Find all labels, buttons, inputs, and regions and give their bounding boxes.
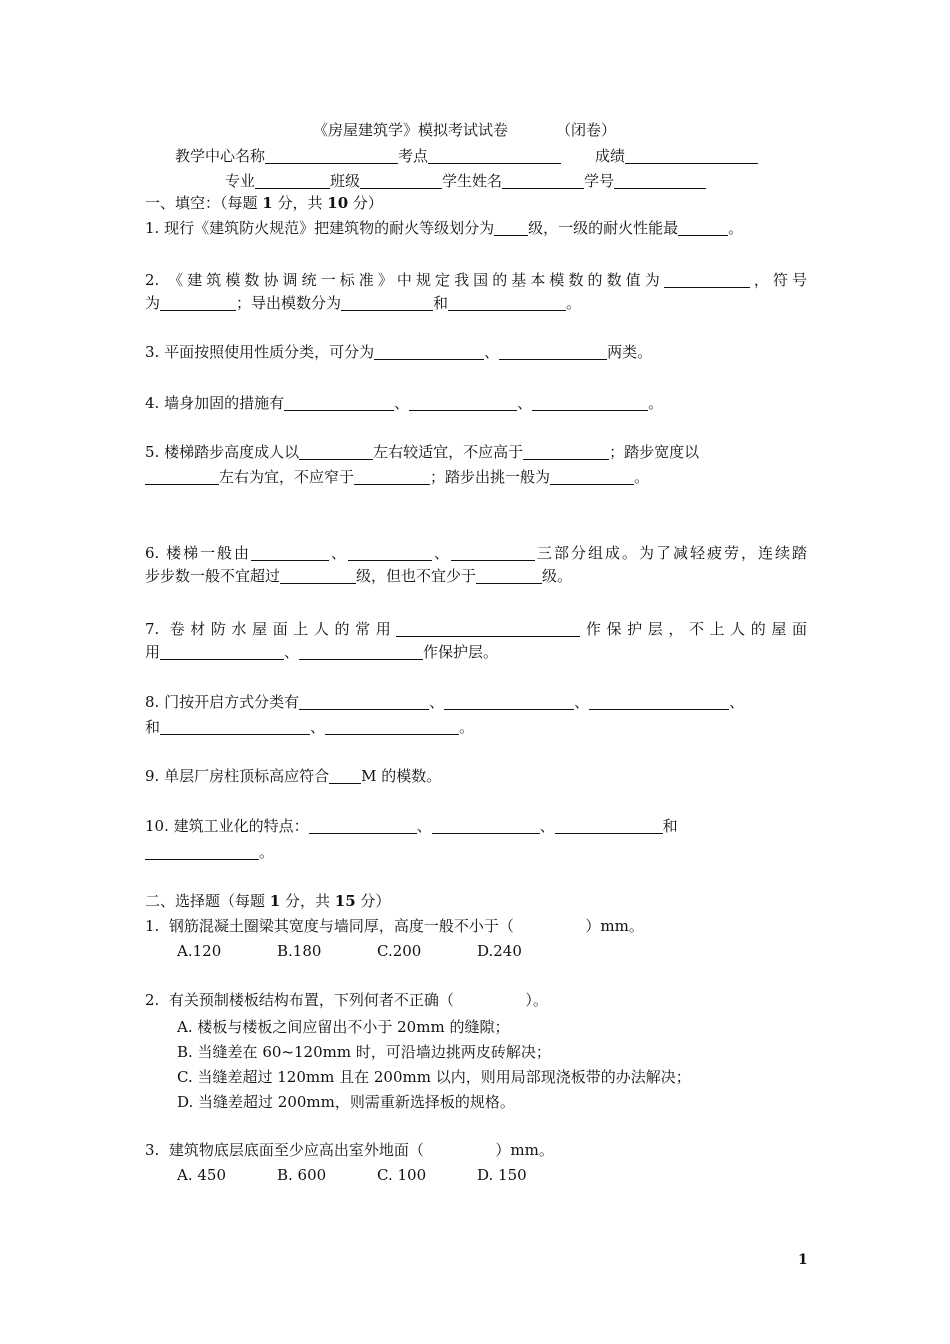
section1-points-each: 1 [262, 194, 273, 212]
q2-text-2: ，符号 [749, 271, 807, 289]
q8-end: 。 [459, 718, 475, 736]
q5-blank-4[interactable] [354, 470, 430, 485]
page-number: 1 [798, 1252, 808, 1268]
q7-blank-2[interactable] [160, 645, 284, 660]
q2-blank-4[interactable] [448, 296, 566, 311]
q3-blank-1[interactable] [374, 345, 484, 360]
section1-heading-pre: 一、填空：（每题 [145, 194, 263, 212]
fill-question-9 [145, 767, 441, 785]
q2-option-b[interactable]: B. 当缝差在 60~120mm 时，可沿墙边挑两皮砖解决； [177, 1043, 551, 1061]
q3-blank-2[interactable] [499, 345, 607, 360]
fill-question-8-line-2 [145, 718, 474, 736]
fill-question-3 [145, 343, 652, 361]
q8-separator-1: 、 [429, 693, 445, 711]
q10-blank-4[interactable] [145, 845, 259, 860]
q4-blank-3[interactable] [532, 396, 648, 411]
section1-heading-post: 分） [348, 194, 383, 212]
closed-book-note: （闭卷） [556, 121, 617, 139]
q2-text: 2. 《建筑模数协调统一标准》中规定我国的基本模数的数值为 [145, 271, 664, 289]
q8-separator-3: 、 [729, 693, 745, 711]
fill-question-8-line-1 [145, 693, 744, 711]
q8-separator-4: 、 [310, 718, 326, 736]
q3-option-b[interactable]: B. 600 [277, 1166, 327, 1184]
q4-text: 4. 墙身加固的措施有 [145, 394, 285, 412]
fill-question-5-line-1 [145, 443, 699, 461]
fill-question-2-line-1 [145, 269, 807, 290]
choice-question-3-options [177, 1166, 577, 1184]
q5-text-3: ；踏步宽度以 [609, 443, 700, 461]
major-field[interactable] [255, 174, 330, 189]
q8-blank-4[interactable] [160, 720, 310, 735]
q5-blank-5[interactable] [550, 470, 634, 485]
q1-option-d[interactable]: D.240 [477, 942, 522, 960]
q3-option-c[interactable]: C. 100 [377, 1166, 427, 1184]
q2-blank-1[interactable] [664, 273, 750, 288]
q2-text-4: ；导出模数分为 [236, 294, 342, 312]
q9-text-2: M 的模数。 [361, 767, 442, 785]
q5-text-6: 。 [634, 468, 650, 486]
q2-option-c[interactable]: C. 当缝差超过 120mm 且在 200mm 以内，则用局部现浇板带的办法解决； [177, 1068, 691, 1086]
q5-text-2: 左右较适宜，不应高于 [373, 443, 524, 461]
student-id-label: 学号 [584, 172, 615, 190]
fill-question-7-line-2 [145, 643, 498, 661]
q1-text: 1. 现行《建筑防火规范》把建筑物的耐火等级划分为 [145, 219, 495, 237]
fill-question-10-line-1 [145, 817, 678, 835]
q10-blank-1[interactable] [309, 819, 417, 834]
q4-blank-2[interactable] [409, 396, 517, 411]
site-label: 考点 [398, 147, 429, 165]
center-label: 教学中心名称 [175, 147, 266, 165]
q6-separator-2: 、 [432, 544, 452, 562]
q3-text-2: 两类。 [607, 343, 653, 361]
q7-text-2: 作保护层，不上人的屋面 [580, 620, 807, 638]
class-label: 班级 [330, 172, 361, 190]
fill-question-10-line-2 [145, 843, 274, 861]
q6-separator-1: 、 [329, 544, 349, 562]
q5-blank-2[interactable] [523, 445, 609, 460]
q6-blank-1[interactable] [251, 546, 329, 561]
q4-separator-1: 、 [394, 394, 410, 412]
q5-text-4: 左右为宜，不应窄于 [219, 468, 355, 486]
q1-option-a[interactable]: A.120 [177, 942, 222, 960]
q1-option-c[interactable]: C.200 [377, 942, 422, 960]
q9-text: 9. 单层厂房柱顶标高应符合 [145, 767, 330, 785]
q1-text-3: 。 [728, 219, 744, 237]
q2-text-3: 为 [145, 294, 161, 312]
q10-end: 。 [259, 843, 275, 861]
q4-end: 。 [648, 394, 664, 412]
q10-text: 10. 建筑工业化的特点： [145, 817, 309, 835]
q8-blank-1[interactable] [299, 695, 429, 710]
section2-heading-pre: 二、选择题（每题 [145, 892, 270, 910]
q10-blank-3[interactable] [555, 819, 663, 834]
q7-text-3: 用 [145, 643, 161, 661]
q3-separator: 、 [484, 343, 500, 361]
choice-question-3: 3. 建筑物底层底面至少应高出室外地面（ ）mm。 [145, 1141, 554, 1159]
q8-text: 8. 门按开启方式分类有 [145, 693, 300, 711]
q1-option-b[interactable]: B.180 [277, 942, 322, 960]
exam-title [313, 119, 616, 140]
fill-question-5-line-2 [145, 468, 649, 486]
header-row-2 [225, 170, 706, 191]
q2-blank-3[interactable] [341, 296, 433, 311]
q2-option-d[interactable]: D. 当缝差超过 200mm，则需重新选择板的规格。 [177, 1093, 515, 1111]
fill-question-4 [145, 394, 663, 412]
site-field[interactable] [428, 149, 561, 164]
q6-blank-4[interactable] [280, 569, 356, 584]
q6-text-4: 级，但也不宜少于 [356, 567, 477, 585]
q10-blank-2[interactable] [432, 819, 540, 834]
student-name-field[interactable] [502, 174, 584, 189]
q8-blank-2[interactable] [444, 695, 574, 710]
q4-separator-2: 、 [517, 394, 533, 412]
major-label: 专业 [225, 172, 256, 190]
q9-blank-1[interactable] [329, 769, 361, 784]
q3-text: 3. 平面按照使用性质分类，可分为 [145, 343, 375, 361]
q6-text-2: 三部分组成。为了减轻疲劳，连续踏 [535, 544, 807, 562]
fill-question-7-line-1 [145, 618, 807, 639]
student-id-field[interactable] [614, 174, 706, 189]
fill-question-6-line-2 [145, 567, 572, 585]
q1-blank-2[interactable] [678, 221, 728, 236]
q6-blank-2[interactable] [348, 546, 432, 561]
q1-text-2: 级，一级的耐火性能最 [528, 219, 679, 237]
section2-points-total: 15 [334, 892, 356, 910]
q10-separator-1: 、 [416, 817, 432, 835]
q10-text-2: 和 [662, 817, 678, 835]
q2-text-5: 和 [433, 294, 449, 312]
class-field[interactable] [360, 174, 442, 189]
q3-option-d[interactable]: D. 150 [477, 1166, 527, 1184]
fill-question-1 [145, 219, 743, 237]
q6-text: 6. 楼梯一般由 [145, 544, 252, 562]
q8-separator-2: 、 [574, 693, 590, 711]
q3-option-a[interactable]: A. 450 [177, 1166, 226, 1184]
fill-question-6-line-1 [145, 542, 807, 563]
q5-blank-3[interactable] [145, 470, 219, 485]
q10-separator-2: 、 [539, 817, 555, 835]
section2-points-each: 1 [269, 892, 281, 910]
choice-question-1-options [177, 942, 577, 960]
q2-option-a[interactable]: A. 楼板与楼板之间应留出不小于 20mm 的缝隙； [177, 1018, 510, 1036]
q7-blank-1[interactable] [396, 622, 580, 637]
q7-text-4: 作保护层。 [423, 643, 499, 661]
section1-heading [145, 194, 383, 212]
section1-points-total: 10 [327, 194, 349, 212]
q5-text-5: ；踏步出挑一般为 [430, 468, 551, 486]
q5-text: 5. 楼梯踏步高度成人以 [145, 443, 300, 461]
header-row-1 [175, 145, 758, 166]
q4-blank-1[interactable] [284, 396, 394, 411]
student-name-label: 学生姓名 [442, 172, 503, 190]
q7-separator: 、 [284, 643, 300, 661]
q1-blank-1[interactable] [494, 221, 528, 236]
q2-text-6: 。 [566, 294, 582, 312]
q8-blank-3[interactable] [589, 695, 729, 710]
center-name-field[interactable] [265, 149, 398, 164]
q8-text-2: 和 [145, 718, 161, 736]
score-field[interactable] [625, 149, 758, 164]
choice-question-1: 1. 钢筋混凝土圈梁其宽度与墙同厚，高度一般不小于（ ）mm。 [145, 917, 644, 935]
q6-blank-5[interactable] [476, 569, 542, 584]
q7-text: 7. 卷材防水屋面上人的常用 [145, 620, 397, 638]
q5-blank-1[interactable] [299, 445, 373, 460]
section2-heading-mid: 分，共 [280, 892, 335, 910]
section2-heading [145, 892, 390, 910]
section1-heading-mid: 分，共 [272, 194, 328, 212]
q6-text-5: 级。 [542, 567, 573, 585]
score-label: 成绩 [595, 147, 626, 165]
choice-question-2: 2. 有关预制楼板结构布置，下列何者不正确（ ）。 [145, 991, 548, 1009]
q8-blank-5[interactable] [325, 720, 459, 735]
fill-question-2-line-2 [145, 294, 581, 312]
q6-blank-3[interactable] [451, 546, 535, 561]
q7-blank-3[interactable] [299, 645, 423, 660]
section2-heading-post: 分） [355, 892, 391, 910]
q2-blank-2[interactable] [160, 296, 236, 311]
title-text: 《房屋建筑学》模拟考试试卷 [313, 121, 509, 139]
q6-text-3: 步步数一般不宜超过 [145, 567, 281, 585]
